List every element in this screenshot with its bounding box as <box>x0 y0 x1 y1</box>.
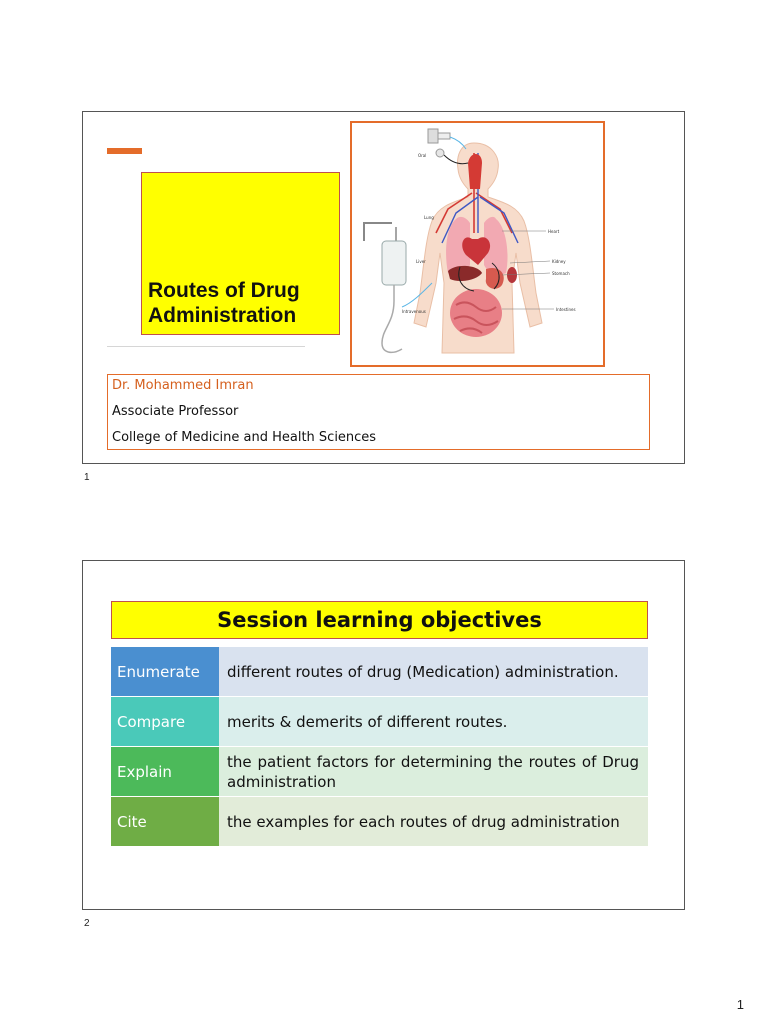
objective-text-content: the examples for each routes of drug administration <box>227 813 620 831</box>
page-number: 1 <box>736 997 744 1012</box>
title-box <box>141 172 340 335</box>
author-name: Dr. Mohammed Imran <box>112 378 254 393</box>
title-line-2: Administration <box>148 304 297 327</box>
author-info <box>107 374 650 450</box>
title-line-1: Routes of Drug <box>148 279 300 302</box>
slide-2 <box>82 560 685 910</box>
divider <box>107 346 305 347</box>
objective-verb: Explain <box>111 747 219 796</box>
objective-text <box>219 747 648 796</box>
label-intestines: Intestines <box>556 307 576 312</box>
objectives-title: Session learning objectives <box>217 608 542 632</box>
objective-row <box>111 747 648 796</box>
label-intravenous: Intravenous <box>402 309 426 314</box>
objective-text-content: the patient factors for determining the routes of Drug administration <box>227 753 639 791</box>
objective-text <box>219 697 648 746</box>
slide-title <box>148 278 300 328</box>
author-role: Associate Professor <box>112 404 239 419</box>
label-liver: Liver <box>416 259 426 264</box>
objective-row <box>111 797 648 846</box>
accent-bar <box>107 148 142 154</box>
label-oral: Oral <box>418 153 427 158</box>
label-stomach: Stomach <box>552 271 570 276</box>
label-heart: Heart <box>548 229 560 234</box>
slide-number-1: 1 <box>84 472 90 483</box>
objective-verb: Cite <box>111 797 219 846</box>
label-lung: Lung <box>424 215 434 220</box>
objective-verb: Compare <box>111 697 219 746</box>
author-college: College of Medicine and Health Sciences <box>112 430 377 445</box>
slide-number-2: 2 <box>84 918 90 929</box>
objective-text <box>219 797 648 846</box>
label-kidney: Kidney <box>552 259 566 264</box>
anatomy-illustration <box>350 121 605 367</box>
objective-verb: Enumerate <box>111 647 219 696</box>
objectives-title-box <box>111 601 648 639</box>
objective-row <box>111 647 648 696</box>
slide-1 <box>82 111 685 464</box>
objective-row <box>111 697 648 746</box>
objective-text-content: merits & demerits of different routes. <box>227 713 508 731</box>
objective-text-content: different routes of drug (Medication) administration. <box>227 663 619 681</box>
objective-text <box>219 647 648 696</box>
anatomy-svg <box>352 123 603 365</box>
